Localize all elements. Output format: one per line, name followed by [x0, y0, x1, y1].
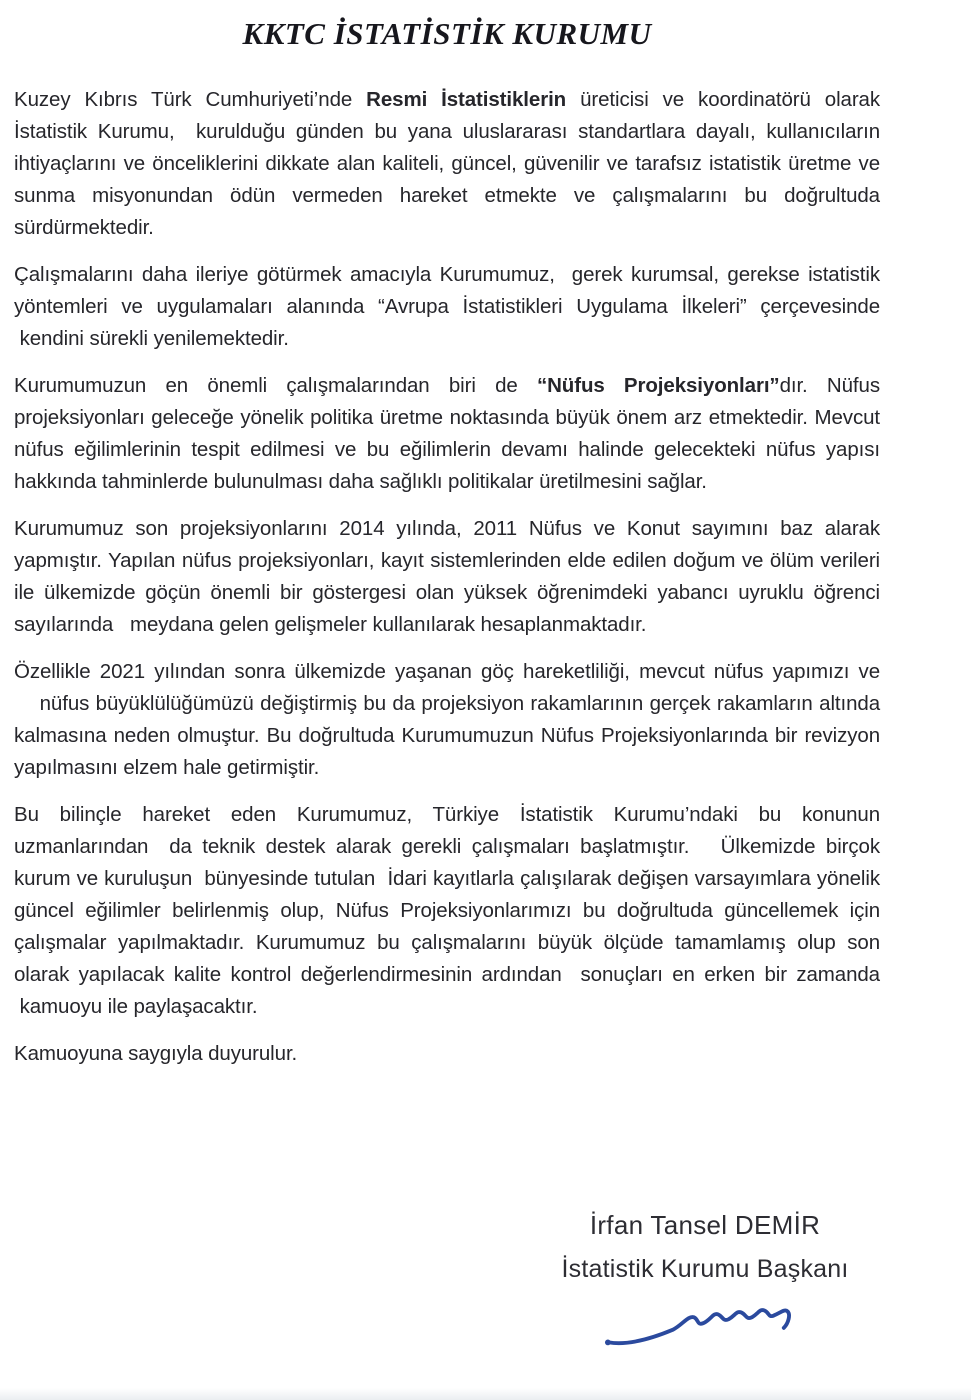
paragraph-segment: Kamuoyuna saygıyla duyurulur.	[14, 1042, 298, 1065]
paragraph	[14, 799, 880, 1023]
paragraph-segment: Özellikle 2021 yılından sonra ülkemizde yaşanan göç hareketliliği, mevcut nüfus yapımızı ve nüfus büyüklülüğümüzü değiştirmiş bu da projeksiyon rakamlarının gerçek rakamların altında kalmasına neden olmuştur. Bu doğrultuda Kurumumuzun Nüfus Projeksiyonlarında bir revizyon yapılmasını elzem hale getirmiştir.	[14, 660, 880, 779]
paragraph-segment: Kurumumuzun en önemli çalışmalarından biri de	[14, 374, 537, 397]
paragraph-bold-segment: Resmi İstatistiklerin	[366, 88, 567, 111]
signature-block	[535, 1210, 875, 1354]
paragraph-segment: üreticisi ve koordinatörü olarak İstatistik Kurumu, kurulduğu günden bu yana uluslararası standartlara dayalı, kullanıcıların ihtiyaçlarını ve önceliklerini dikkate alan kaliteli, güncel, güvenilir ve tarafsız istatistik üretme ve sunma misyonundan ödün vermeden hareket etmekte ve çalışmalarını bu doğrultuda sürdürmektedir.	[14, 88, 881, 239]
paragraph-segment: Bu bilinçle hareket eden Kurumumuz, Türkiye İstatistik Kurumu’ndaki bu konunun uzmanlarından da teknik destek alarak gerekli çalışmaları başlatmıştır. Ülkemizde birçok kurum ve kuruluşun bünyesinde tutulan İdari kayıtlarla çalışılarak değişen varsayımlara yönelik güncel eğilimler belirlenmiş olup, Nüfus Projeksiyonlarımızı bu doğrultuda güncellemek için çalışmalar yapılmaktadır. Kurumumuz bu çalışmalarını büyük ölçüde tamamlamış olup son olarak yapılacak kalite kontrol değerlendirmesinin ardından sonuçları en erken bir zamanda kamuoyu ile paylaşacaktır.	[14, 803, 880, 1018]
paragraph	[14, 370, 880, 498]
handwritten-signature	[598, 1296, 813, 1354]
signatory-name: İrfan Tansel DEMİR	[589, 1210, 821, 1240]
paragraph	[14, 513, 880, 641]
paragraph-segment: Kurumumuz son projeksiyonlarını 2014 yılında, 2011 Nüfus ve Konut sayımını baz alarak yapmıştır. Yapılan nüfus projeksiyonları, kayıt sistemlerinden elde edilen doğum ve ölüm verileri ile ülkemizde göçün önemli bir göstergesi olan yüksek öğrenimdeki yabancı uyruklu öğrenci sayılarında meydana gelen gelişmeler kullanılarak hesaplanmaktadır.	[14, 517, 880, 636]
paragraph	[14, 656, 880, 784]
paragraph	[14, 84, 880, 244]
body-paragraphs	[14, 84, 880, 1085]
scan-shadow	[0, 1388, 971, 1400]
document-title: KKTC İSTATİSTİK KURUMU	[242, 16, 652, 51]
signatory-title: İstatistik Kurumu Başkanı	[561, 1255, 849, 1283]
paragraph-segment: dır. Nüfus projeksiyonları geleceğe yönelik politika üretme noktasında büyük önem arz etmektedir. Mevcut nüfus eğilimlerinin tespit edilmesi ve bu eğilimlerin devamı halinde gelecekteki nüfus yapısı hakkında tahminlerde bulunulması daha sağlıklı politikalar üretilmesini sağlar.	[14, 374, 880, 493]
paragraph	[14, 259, 880, 355]
paragraph-bold-segment: “Nüfus Projeksiyonları”	[536, 374, 780, 397]
paragraph	[14, 1038, 880, 1070]
paragraph-segment: Çalışmalarını daha ileriye götürmek amacıyla Kurumumuz, gerek kurumsal, gerekse istatistik yöntemleri ve uygulamaları alanında “Avrupa İstatistikleri Uygulama İlkeleri” çerçevesinde kendini sürekli yenilemektedir.	[14, 263, 880, 350]
signature-ink-stroke	[608, 1310, 788, 1343]
paragraph-segment: Kuzey Kıbrıs Türk Cumhuriyeti’nde	[14, 88, 367, 111]
